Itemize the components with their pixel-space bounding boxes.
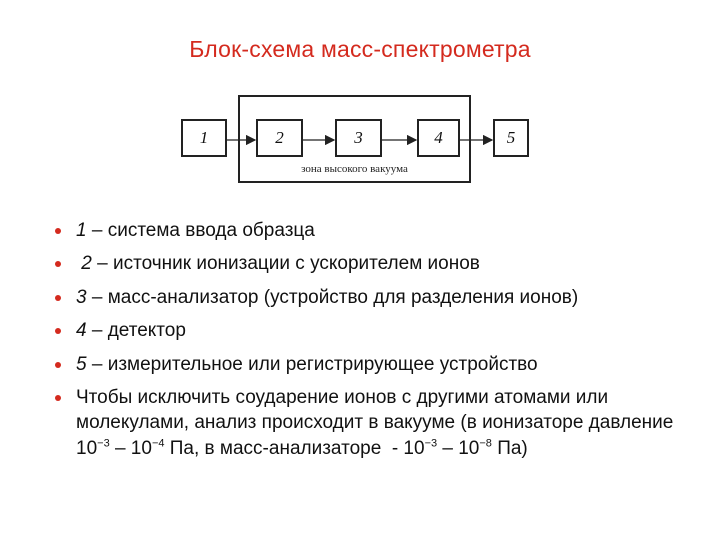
list-item	[52, 318, 682, 344]
item-text: – детектор	[86, 320, 186, 342]
item-text: – система ввода образца	[86, 220, 315, 241]
list-item	[52, 285, 682, 311]
vacuum-zone-label: зона высокого вакуума	[301, 163, 408, 175]
item-number: 5	[76, 353, 87, 375]
bullet-icon	[55, 328, 61, 334]
vacuum-note: Чтобы исключить соударение ионов с другими атомами или молекулами, анализ происходит в вакууме (в ионизаторе давление $10^{-3} - 10^{-4}$ Па, в масс-анализаторе - $10^{-3} - 10^{-8}$ Па)	[52, 385, 682, 462]
list-item	[52, 218, 682, 244]
item-number: 3	[76, 286, 87, 308]
bullet-icon	[55, 295, 61, 301]
block-2: 2	[256, 119, 303, 157]
flow-arrows	[0, 0, 720, 200]
item-number: 2	[76, 253, 92, 275]
block-3: 3	[335, 119, 382, 157]
bullet-icon	[55, 362, 61, 368]
item-number: 1	[76, 220, 87, 241]
item-text: – масс-анализатор (устройство для разделения ионов)	[86, 286, 579, 308]
item-text: – измерительное или регистрирующее устройство	[86, 353, 538, 375]
legend-list	[52, 218, 682, 469]
item-text: – источник ионизации с ускорителем ионов	[91, 253, 480, 275]
block-1: 1	[181, 119, 227, 157]
block-5: 5	[493, 119, 529, 157]
slide-title: Блок-схема масс-спектрометра	[189, 36, 531, 62]
block-4: 4	[417, 119, 460, 157]
list-item	[52, 352, 682, 378]
list-item	[52, 251, 682, 277]
block-diagram	[0, 0, 720, 200]
bullet-icon	[55, 261, 61, 267]
bullet-icon	[55, 228, 61, 234]
bullet-icon	[55, 395, 61, 401]
item-number: 4	[76, 320, 87, 342]
